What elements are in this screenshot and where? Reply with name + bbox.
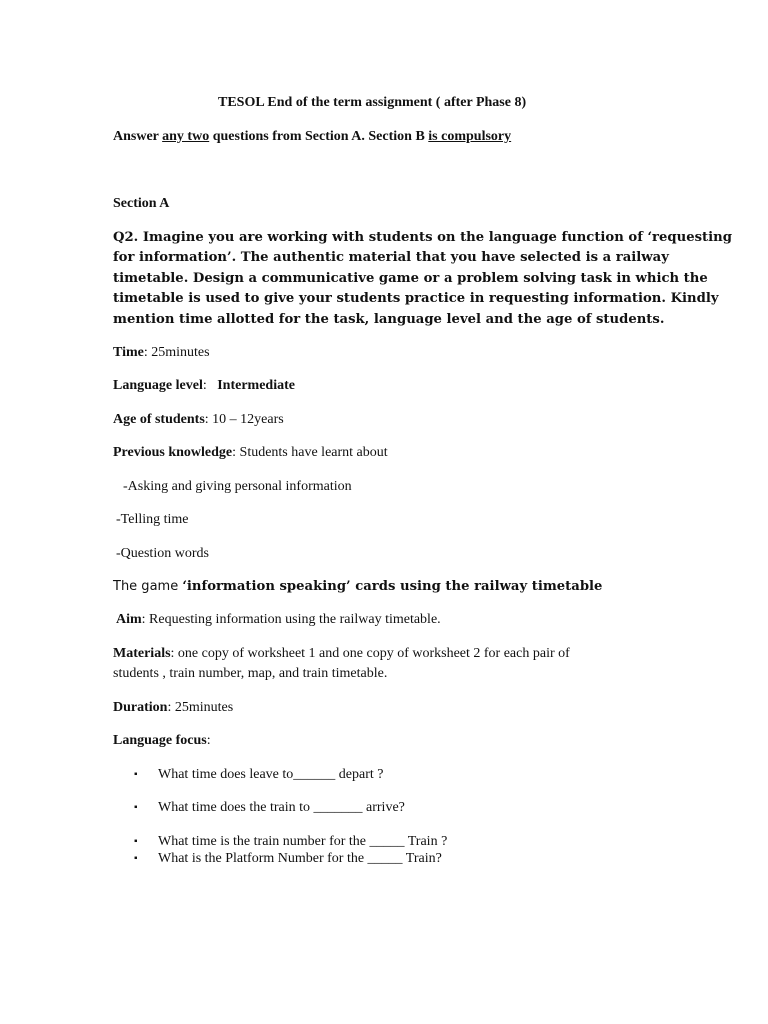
language-level-sep: :	[202, 378, 218, 393]
game-title-row	[113, 577, 602, 597]
question-line-3: timetable. Design a communicative game or a problem solving task in which the	[113, 271, 708, 286]
language-focus-item: What time does the train to _______ arrive?	[158, 800, 405, 815]
question-line-5: mention time allotted for the task, language level and the age of students.	[113, 312, 665, 327]
previous-knowledge-row	[113, 443, 388, 463]
instructions-underlined-2: is compulsory	[428, 129, 512, 144]
aim-value: : Requesting information using the railway timetable.	[141, 612, 441, 627]
language-level-row	[113, 376, 295, 396]
time-value: : 25minutes	[143, 345, 210, 360]
language-level-value: Intermediate	[217, 378, 295, 393]
aim-row	[116, 610, 441, 630]
game-prefix: The game	[113, 579, 183, 594]
age-label: Age of students	[113, 412, 205, 427]
previous-knowledge-item: -Asking and giving personal information	[123, 479, 352, 494]
age-row	[113, 410, 284, 430]
duration-row	[113, 698, 233, 718]
time-row	[113, 343, 210, 363]
instructions-text-1: Answer	[113, 129, 163, 144]
language-focus-item: What is the Platform Number for the _____ Train?	[158, 851, 442, 866]
bullet-icon: ▪	[134, 802, 138, 813]
bullet-icon: ▪	[134, 769, 138, 780]
instructions	[113, 127, 511, 147]
duration-label: Duration	[113, 700, 168, 715]
language-level-label: Language level	[113, 378, 203, 393]
materials-row	[113, 644, 570, 664]
previous-knowledge-value: : Students have learnt about	[232, 445, 388, 460]
time-label: Time	[113, 345, 144, 360]
previous-knowledge-item: -Telling time	[116, 512, 189, 527]
language-focus-colon: :	[206, 733, 211, 748]
age-value: : 10 – 12years	[204, 412, 284, 427]
instructions-underlined-1: any two	[162, 129, 210, 144]
duration-value: : 25minutes	[167, 700, 234, 715]
question-line-4: timetable is used to give your students practice in requesting information. Kindly	[113, 291, 719, 306]
instructions-text-2: questions from Section A. Section B	[209, 129, 429, 144]
game-title: ‘information speaking’ cards using the railway timetable	[182, 579, 603, 594]
aim-label: Aim	[116, 612, 142, 627]
language-focus-item: What time does leave to______ depart ?	[158, 767, 384, 782]
question-line-2: for information’. The authentic material that you have selected is a railway	[113, 250, 669, 265]
section-a-heading: Section A	[113, 196, 170, 211]
language-focus-item: What time is the train number for the _____ Train ?	[158, 834, 448, 849]
materials-value: : one copy of worksheet 1 and one copy of worksheet 2 for each pair of	[170, 646, 570, 661]
previous-knowledge-label: Previous knowledge	[113, 445, 233, 460]
language-focus-row	[113, 731, 211, 751]
bullet-icon: ▪	[134, 853, 138, 864]
previous-knowledge-item: -Question words	[116, 546, 209, 561]
document-title: TESOL End of the term assignment ( after Phase 8)	[218, 95, 527, 110]
materials-line-2: students , train number, map, and train timetable.	[113, 666, 388, 681]
question-line-1: Q2. Imagine you are working with students on the language function of ‘requesting	[113, 230, 732, 245]
materials-label: Materials	[113, 646, 171, 661]
language-focus-label: Language focus	[113, 733, 207, 748]
bullet-icon: ▪	[134, 836, 138, 847]
